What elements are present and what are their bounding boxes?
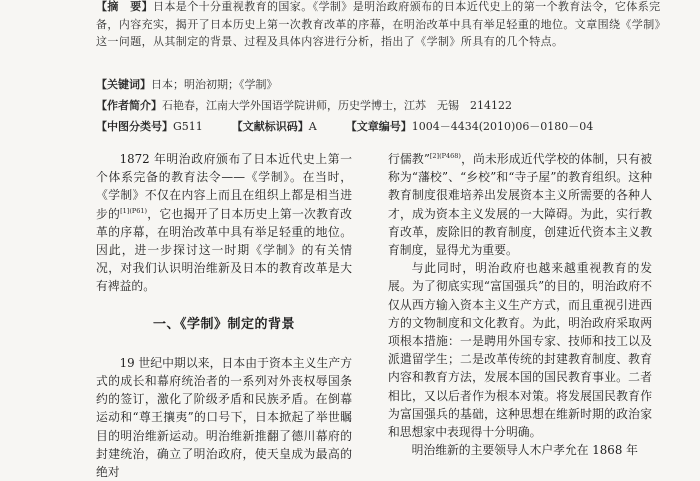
citation-ref: [1](P61) bbox=[120, 206, 148, 215]
intro-text-b: ，它也揭开了日本历史上第一次教育改革的序幕，在明治改革中具有举足轻重的地位。因此，进一步探讨这一时期《学制》的有关情况，对我们认识明治维新及日本的教育改革是大有裨益的。 bbox=[96, 206, 352, 294]
clc-value: G511 bbox=[173, 120, 203, 133]
abstract-block bbox=[96, 0, 668, 51]
left-column bbox=[96, 150, 352, 481]
abstract-label: 【摘 要】 bbox=[96, 0, 153, 13]
abstract-paragraph bbox=[96, 0, 668, 51]
government-paragraph: 与此同时，明治政府也越来越重视教育的发展。为了彻底实现“富国强兵”的目的，明治政府不仅从西方输入资本主义生产方式，而且重视引进西方的文物制度和文化教育。为此，明治政府采取两项根本措施：一是聘用外国专家、技师和技工以及派遣留学生；二是改革传统的封建教育制度、教育内容和教育方法，发展本国的国民教育事业。二者相比，又以后者作为根本对策。将发展国民教育作为富国强兵的基础，这种思想在维新时期的政治家和思想家中表现得十分明确。 bbox=[388, 261, 652, 440]
continued-text-a: 行儒教” bbox=[388, 152, 430, 166]
keywords-text: 日本；明治初期；《学制》 bbox=[151, 78, 278, 91]
author-line bbox=[96, 97, 512, 113]
doc-code-label: 【文献标识码】 bbox=[231, 120, 309, 133]
classification-line bbox=[96, 118, 593, 134]
keywords-line bbox=[96, 76, 278, 92]
leader-paragraph: 明治维新的主要领导人木户孝允在 1868 年 bbox=[411, 443, 638, 458]
author-text: 石艳春，江南大学外国语学院讲师，历史学博士，江苏 无锡 214122 bbox=[162, 99, 512, 112]
background-paragraph: 19 世纪中期以来，日本由于资本主义生产方式的成长和幕府统治者的一系列对外丧权辱国条约的签订，激化了阶级矛盾和民族矛盾。在倒幕运动和“尊王攘夷”的口号下，日本掀起了举世瞩目的明治维新运动。明治维新推翻了德川幕府的封建统治，确立了明治政府，使天皇成为最高的绝对 bbox=[96, 355, 352, 480]
author-label: 【作者简介】 bbox=[96, 99, 162, 112]
intro-paragraph bbox=[96, 150, 352, 296]
continued-paragraph bbox=[388, 150, 652, 259]
intro-text-a: 1872 年明治政府颁布了日本近代史上第一个体系完备的教育法令——《学制》。在当时，《学制》不仅在内容上而且在组织上都是相当进步的 bbox=[96, 152, 352, 221]
continued-text-b: ，尚未形成近代学校的体制，只有被称为“藩校”、“乡校”和“寺子屋”的教育组织。这种教育制度很难培养出发展资本主义所需要的各种人才，成为资本主义发展的一大障碍。为此，实行教育改革，废除旧的教育制度，创建近代资本主义教育制度，显得尤为重要。 bbox=[388, 152, 652, 258]
keywords-label: 【关键词】 bbox=[96, 78, 151, 91]
doc-code-value: A bbox=[308, 120, 317, 133]
citation-ref: [2](P468) bbox=[429, 152, 461, 161]
article-number-label: 【文章编号】 bbox=[345, 120, 412, 133]
abstract-text: 日本是个十分重视教育的国家。《学制》是明治政府颁布的日本近代史上的第一个教育法令，它体系完备，内容充实，揭开了日本历史上第一次教育改革的序幕，在明治改革中具有举足轻重的地位。文章围绕《学制》这一问题，从其制定的背景、过程及具体内容进行分析，指出了《学制》所具有的几个特点。 bbox=[96, 0, 666, 48]
section-heading: 一、《学制》制定的背景 bbox=[152, 316, 295, 332]
article-number-value: 1004－4434(2010)06－0180－04 bbox=[411, 120, 594, 133]
right-column bbox=[388, 150, 652, 459]
clc-label: 【中图分类号】 bbox=[96, 120, 173, 133]
